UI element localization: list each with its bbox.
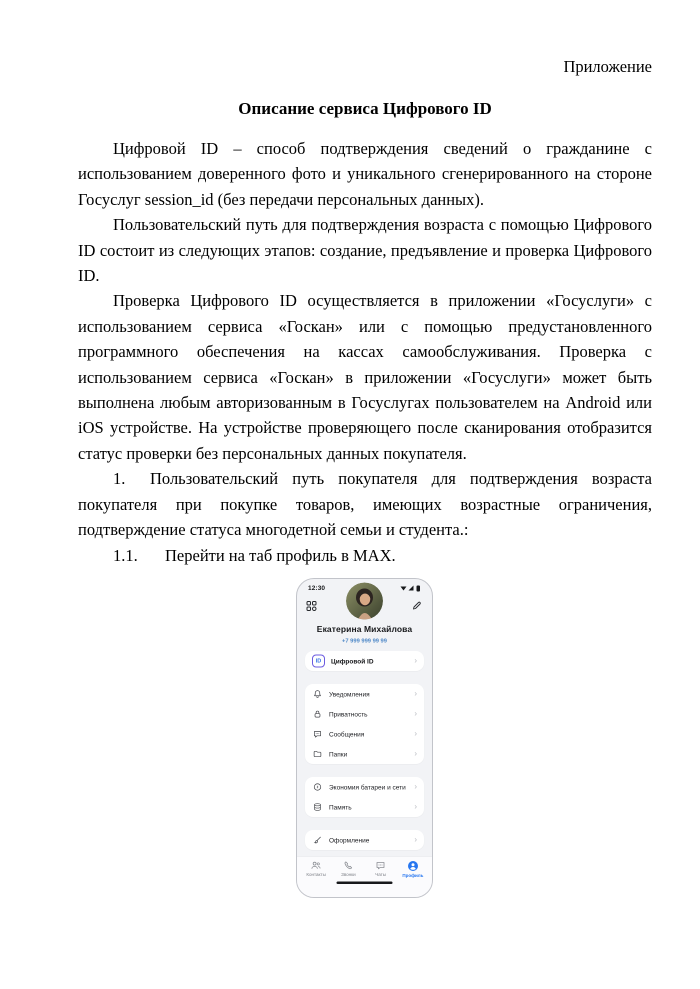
digital-id-icon: ID bbox=[312, 654, 325, 667]
settings-row-label: Сообщения bbox=[328, 730, 364, 738]
item-text: Пользовательский путь покупателя для подтверждения возраста покупателя при покупке товаров, имеющих возрастные ограничения, подтверждение статуса многодетной семьи и студента.: bbox=[78, 469, 652, 540]
edit-pencil-icon[interactable] bbox=[412, 600, 422, 610]
contacts-icon bbox=[310, 860, 321, 870]
settings-row-battery-network[interactable] bbox=[305, 777, 424, 797]
battery-saver-icon bbox=[312, 781, 323, 792]
settings-row-label: Приватность bbox=[328, 710, 368, 718]
qr-scan-icon[interactable] bbox=[306, 600, 317, 611]
settings-row-label: Уведомления bbox=[328, 690, 370, 698]
bell-icon bbox=[312, 688, 323, 699]
numbered-item bbox=[78, 543, 652, 568]
profile-phone-number: +7 999 999 99 99 bbox=[341, 637, 387, 644]
status-icons bbox=[400, 584, 422, 591]
page-title: Описание сервиса Цифрового ID bbox=[238, 99, 492, 118]
tab-chats[interactable] bbox=[365, 860, 395, 878]
chevron-right-icon bbox=[414, 710, 417, 718]
settings-row-label: Папки bbox=[328, 750, 347, 758]
appearance-icon bbox=[312, 834, 323, 845]
cellular-signal-icon bbox=[408, 585, 413, 590]
settings-row-notifications[interactable] bbox=[305, 684, 424, 704]
digital-id-label: Цифровой ID bbox=[330, 657, 374, 665]
status-time: 12:30 bbox=[307, 583, 325, 592]
item-number: 1. bbox=[113, 469, 126, 489]
chevron-right-icon bbox=[414, 803, 417, 811]
appendix-label: Приложение bbox=[563, 57, 652, 76]
settings-group bbox=[305, 777, 424, 817]
settings-group bbox=[305, 684, 424, 764]
tab-label: Профиль bbox=[401, 872, 423, 878]
numbered-item bbox=[78, 466, 652, 542]
tab-contacts[interactable] bbox=[301, 860, 331, 878]
wifi-icon bbox=[400, 586, 406, 590]
chevron-right-icon bbox=[414, 750, 417, 758]
tab-label: Чаты bbox=[374, 871, 386, 877]
message-icon bbox=[312, 728, 323, 739]
phone-frame bbox=[296, 578, 433, 898]
settings-row-appearance[interactable] bbox=[305, 830, 424, 850]
chevron-right-icon bbox=[414, 690, 417, 698]
chats-icon bbox=[375, 860, 385, 870]
home-indicator bbox=[336, 881, 392, 884]
profile-header bbox=[297, 591, 432, 611]
settings-row-folders[interactable] bbox=[305, 744, 424, 764]
profile-icon bbox=[407, 860, 418, 871]
chevron-right-icon bbox=[414, 783, 417, 791]
phone-screenshot bbox=[296, 578, 435, 900]
settings-row-storage[interactable] bbox=[305, 797, 424, 817]
tab-label: Контакты bbox=[305, 871, 326, 877]
tab-calls[interactable] bbox=[333, 860, 363, 878]
paragraph: Цифровой ID – способ подтверждения сведений о гражданине с использованием доверенного фото и уникального сгенерированного на стороне Госуслуг session_id (без передачи персональных данных). bbox=[78, 139, 652, 209]
paragraph: Проверка Цифрового ID осуществляется в приложении «Госуслуги» с использованием сервиса «Госкан» или с помощью предустановленного программного обеспечения на кассах самообслуживания. Проверка с использованием сервиса «Госкан» в приложении «Госуслуги» может быть выполнена любым авторизованным в Госуслугах пользователем на Android или iOS устройстве. На устройстве проверяющего после сканирования отобразится статус проверки без персональных данных покупателя. bbox=[78, 291, 652, 463]
settings-row-privacy[interactable] bbox=[305, 704, 424, 724]
settings-row-label: Экономия батареи и сети bbox=[328, 783, 406, 791]
item-text: Перейти на таб профиль в MAX. bbox=[165, 545, 396, 565]
lock-icon bbox=[312, 708, 323, 719]
battery-icon bbox=[416, 585, 420, 591]
status-bar bbox=[297, 579, 432, 592]
profile-name: Екатерина Михайлова bbox=[316, 624, 412, 634]
settings-row-label: Память bbox=[328, 803, 352, 811]
paragraph: Пользовательский путь для подтверждения возраста с помощью Цифрового ID состоит из следующих этапов: создание, предъявление и проверка Цифрового ID. bbox=[78, 215, 652, 286]
tab-profile[interactable] bbox=[397, 860, 427, 878]
settings-group bbox=[305, 830, 424, 850]
document-body bbox=[78, 136, 652, 568]
settings-row-label: Оформление bbox=[328, 836, 369, 844]
chevron-right-icon bbox=[414, 657, 417, 665]
chevron-right-icon bbox=[414, 730, 417, 738]
tab-bar bbox=[297, 857, 432, 897]
folder-icon bbox=[312, 748, 323, 759]
chevron-right-icon bbox=[414, 836, 417, 844]
item-number: 1.1. bbox=[113, 545, 138, 565]
calls-icon bbox=[343, 860, 353, 870]
storage-icon bbox=[312, 801, 323, 812]
wifi-cellular-battery-icons bbox=[400, 584, 422, 591]
tab-label: Звонки bbox=[340, 871, 356, 877]
digital-id-card[interactable] bbox=[305, 651, 424, 671]
settings-row-messages[interactable] bbox=[305, 724, 424, 744]
